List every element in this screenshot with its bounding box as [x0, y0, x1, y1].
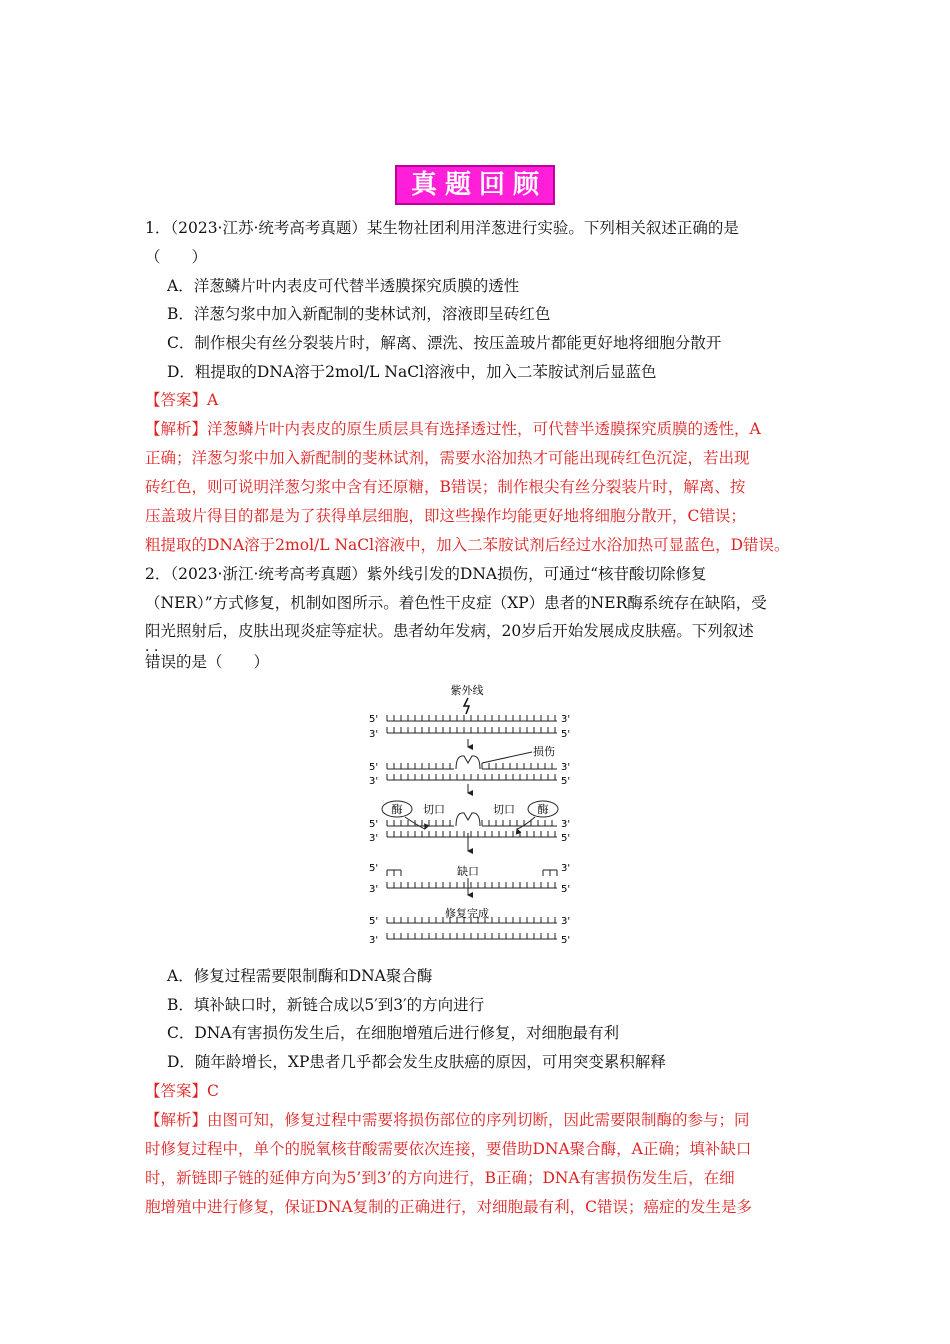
strand-end-label: 3'	[369, 833, 379, 844]
title-banner	[0, 165, 950, 205]
q2-analysis-line: 胞增殖中进行修复，保证DNA复制的正确进行，对细胞最有利，C错误；癌症的发生是多	[145, 1198, 753, 1216]
strand-end-label: 5'	[561, 729, 571, 740]
q1-answer: 【答案】A	[145, 391, 219, 409]
uv-label: 紫外线	[450, 684, 484, 697]
q1-option-d: D．粗提取的DNA溶于2mol/L NaCl溶液中，加入二苯胺试剂后显蓝色	[167, 363, 657, 381]
cut-left-label: 切口	[423, 803, 445, 816]
strand-end-label: 3'	[561, 762, 571, 773]
strand-end-label: 5'	[369, 863, 379, 874]
q1-analysis-line: 正确；洋葱匀浆中加入新配制的斐林试剂，需要水浴加热才可能出现砖红色沉淀，若出现	[145, 449, 750, 467]
damage-pointer	[482, 752, 532, 763]
q2-stem-line: 2．（2023·浙江·统考高考真题）紫外线引发的DNA损伤，可通过“核苷酸切除修复	[145, 565, 707, 583]
enzyme-left-label: 酶	[391, 803, 403, 816]
section-title: 真题回顾	[395, 165, 555, 205]
q1-option-c: C．制作根尖有丝分裂装片时，解离、漂洗、按压盖玻片都能更好地将细胞分散开	[167, 334, 722, 352]
damage-label: 损伤	[533, 745, 555, 758]
strand-end-label: 5'	[561, 935, 571, 946]
strand-end-label: 5'	[561, 833, 571, 844]
q2-option-d: D．随年龄增长，XP患者几乎都会发生皮肤癌的原因，可用突变累积解释	[167, 1053, 666, 1071]
q2-stem-line: （NER）”方式修复，机制如图所示。着色性干皮症（XP）患者的NER酶系统存在缺陷，受	[145, 594, 767, 612]
strand-end-label: 5'	[369, 916, 379, 927]
strand-end-label: 3'	[561, 916, 571, 927]
strand-end-label: 3'	[369, 935, 379, 946]
gap-label: 缺口	[457, 865, 479, 878]
q2-analysis-line: 时，新链即子链的延伸方向为5’到3’的方向进行，B正确；DNA有害损伤发生后，在细	[145, 1169, 735, 1187]
q2-option-a: A．修复过程需要限制酶和DNA聚合酶	[167, 967, 433, 985]
strand-end-label: 3'	[369, 776, 379, 787]
q1-analysis-line: 砖红色，则可说明洋葱匀浆中含有还原糖，B错误；制作根尖有丝分裂装片时，解离、按	[145, 478, 746, 496]
strand-end-label: 3'	[369, 729, 379, 740]
q2-answer: 【答案】C	[145, 1082, 219, 1100]
strand-end-label: 5'	[369, 762, 379, 773]
ner-diagram	[365, 683, 585, 948]
q1-analysis-line: 压盖玻片得目的都是为了获得单层细胞，即这些操作均能更好地将细胞分散开，C错误；	[145, 507, 746, 525]
q1-option-a: A．洋葱鳞片叶内表皮可代替半透膜探究质膜的透性	[167, 277, 520, 295]
q2-analysis-line: 【解析】由图可知，修复过程中需要将损伤部位的序列切断，因此需要限制酶的参与；同	[145, 1111, 750, 1129]
lightning-icon	[464, 698, 469, 714]
q1-option-b: B．洋葱匀浆中加入新配制的斐林试剂，溶液即呈砖红色	[167, 305, 551, 323]
q2-stem-line: 错误的是（ ）	[145, 653, 270, 671]
strand-end-label: 3'	[561, 863, 571, 874]
strand-end-label: 3'	[561, 714, 571, 725]
q1-stem-line1: 1．（2023·江苏·统考高考真题）某生物社团利用洋葱进行实验。下列相关叙述正确的是	[145, 219, 739, 237]
thymine-dimer-bump	[456, 756, 480, 769]
q1-analysis-line: 【解析】洋葱鳞片叶内表皮的原生质层具有选择透过性，可代替半透膜探究质膜的透性，A	[145, 420, 761, 438]
strand-end-label: 3'	[369, 884, 379, 895]
q2-option-c: C．DNA有害损伤发生后，在细胞增殖后进行修复，对细胞最有利	[167, 1024, 620, 1042]
q1-analysis-line: 粗提取的DNA溶于2mol/L NaCl溶液中，加入二苯胺试剂后经过水浴加热可显蓝色，D错误。	[145, 536, 790, 554]
q2-option-b: B．填补缺口时，新链合成以5′到3′的方向进行	[167, 996, 485, 1014]
emphasis-dots: ．．	[145, 639, 170, 655]
strand-end-label: 5'	[561, 884, 571, 895]
strand-end-label: 5'	[561, 776, 571, 787]
dna-strands	[387, 715, 557, 939]
enzyme-right-label: 酶	[537, 803, 549, 816]
q2-analysis-line: 时修复过程中，单个的脱氧核苷酸需要依次连接，要借助DNA聚合酶，A正确；填补缺口	[145, 1140, 752, 1158]
thymine-dimer-bump	[456, 813, 480, 826]
strand-end-label: 5'	[369, 714, 379, 725]
done-label: 修复完成	[445, 907, 489, 920]
q1-stem-line2: （ ）	[145, 248, 208, 266]
cut-right-arrow	[517, 817, 535, 829]
strand-end-label: 5'	[369, 819, 379, 830]
strand-end-label: 3'	[561, 819, 571, 830]
ner-diagram-svg	[365, 683, 585, 948]
q2-stem-line: 阳光照射后，皮肤出现炎症等症状。患者幼年发病，20岁后开始发展成皮肤癌。下列叙述	[145, 622, 754, 640]
cut-right-label: 切口	[493, 803, 515, 816]
